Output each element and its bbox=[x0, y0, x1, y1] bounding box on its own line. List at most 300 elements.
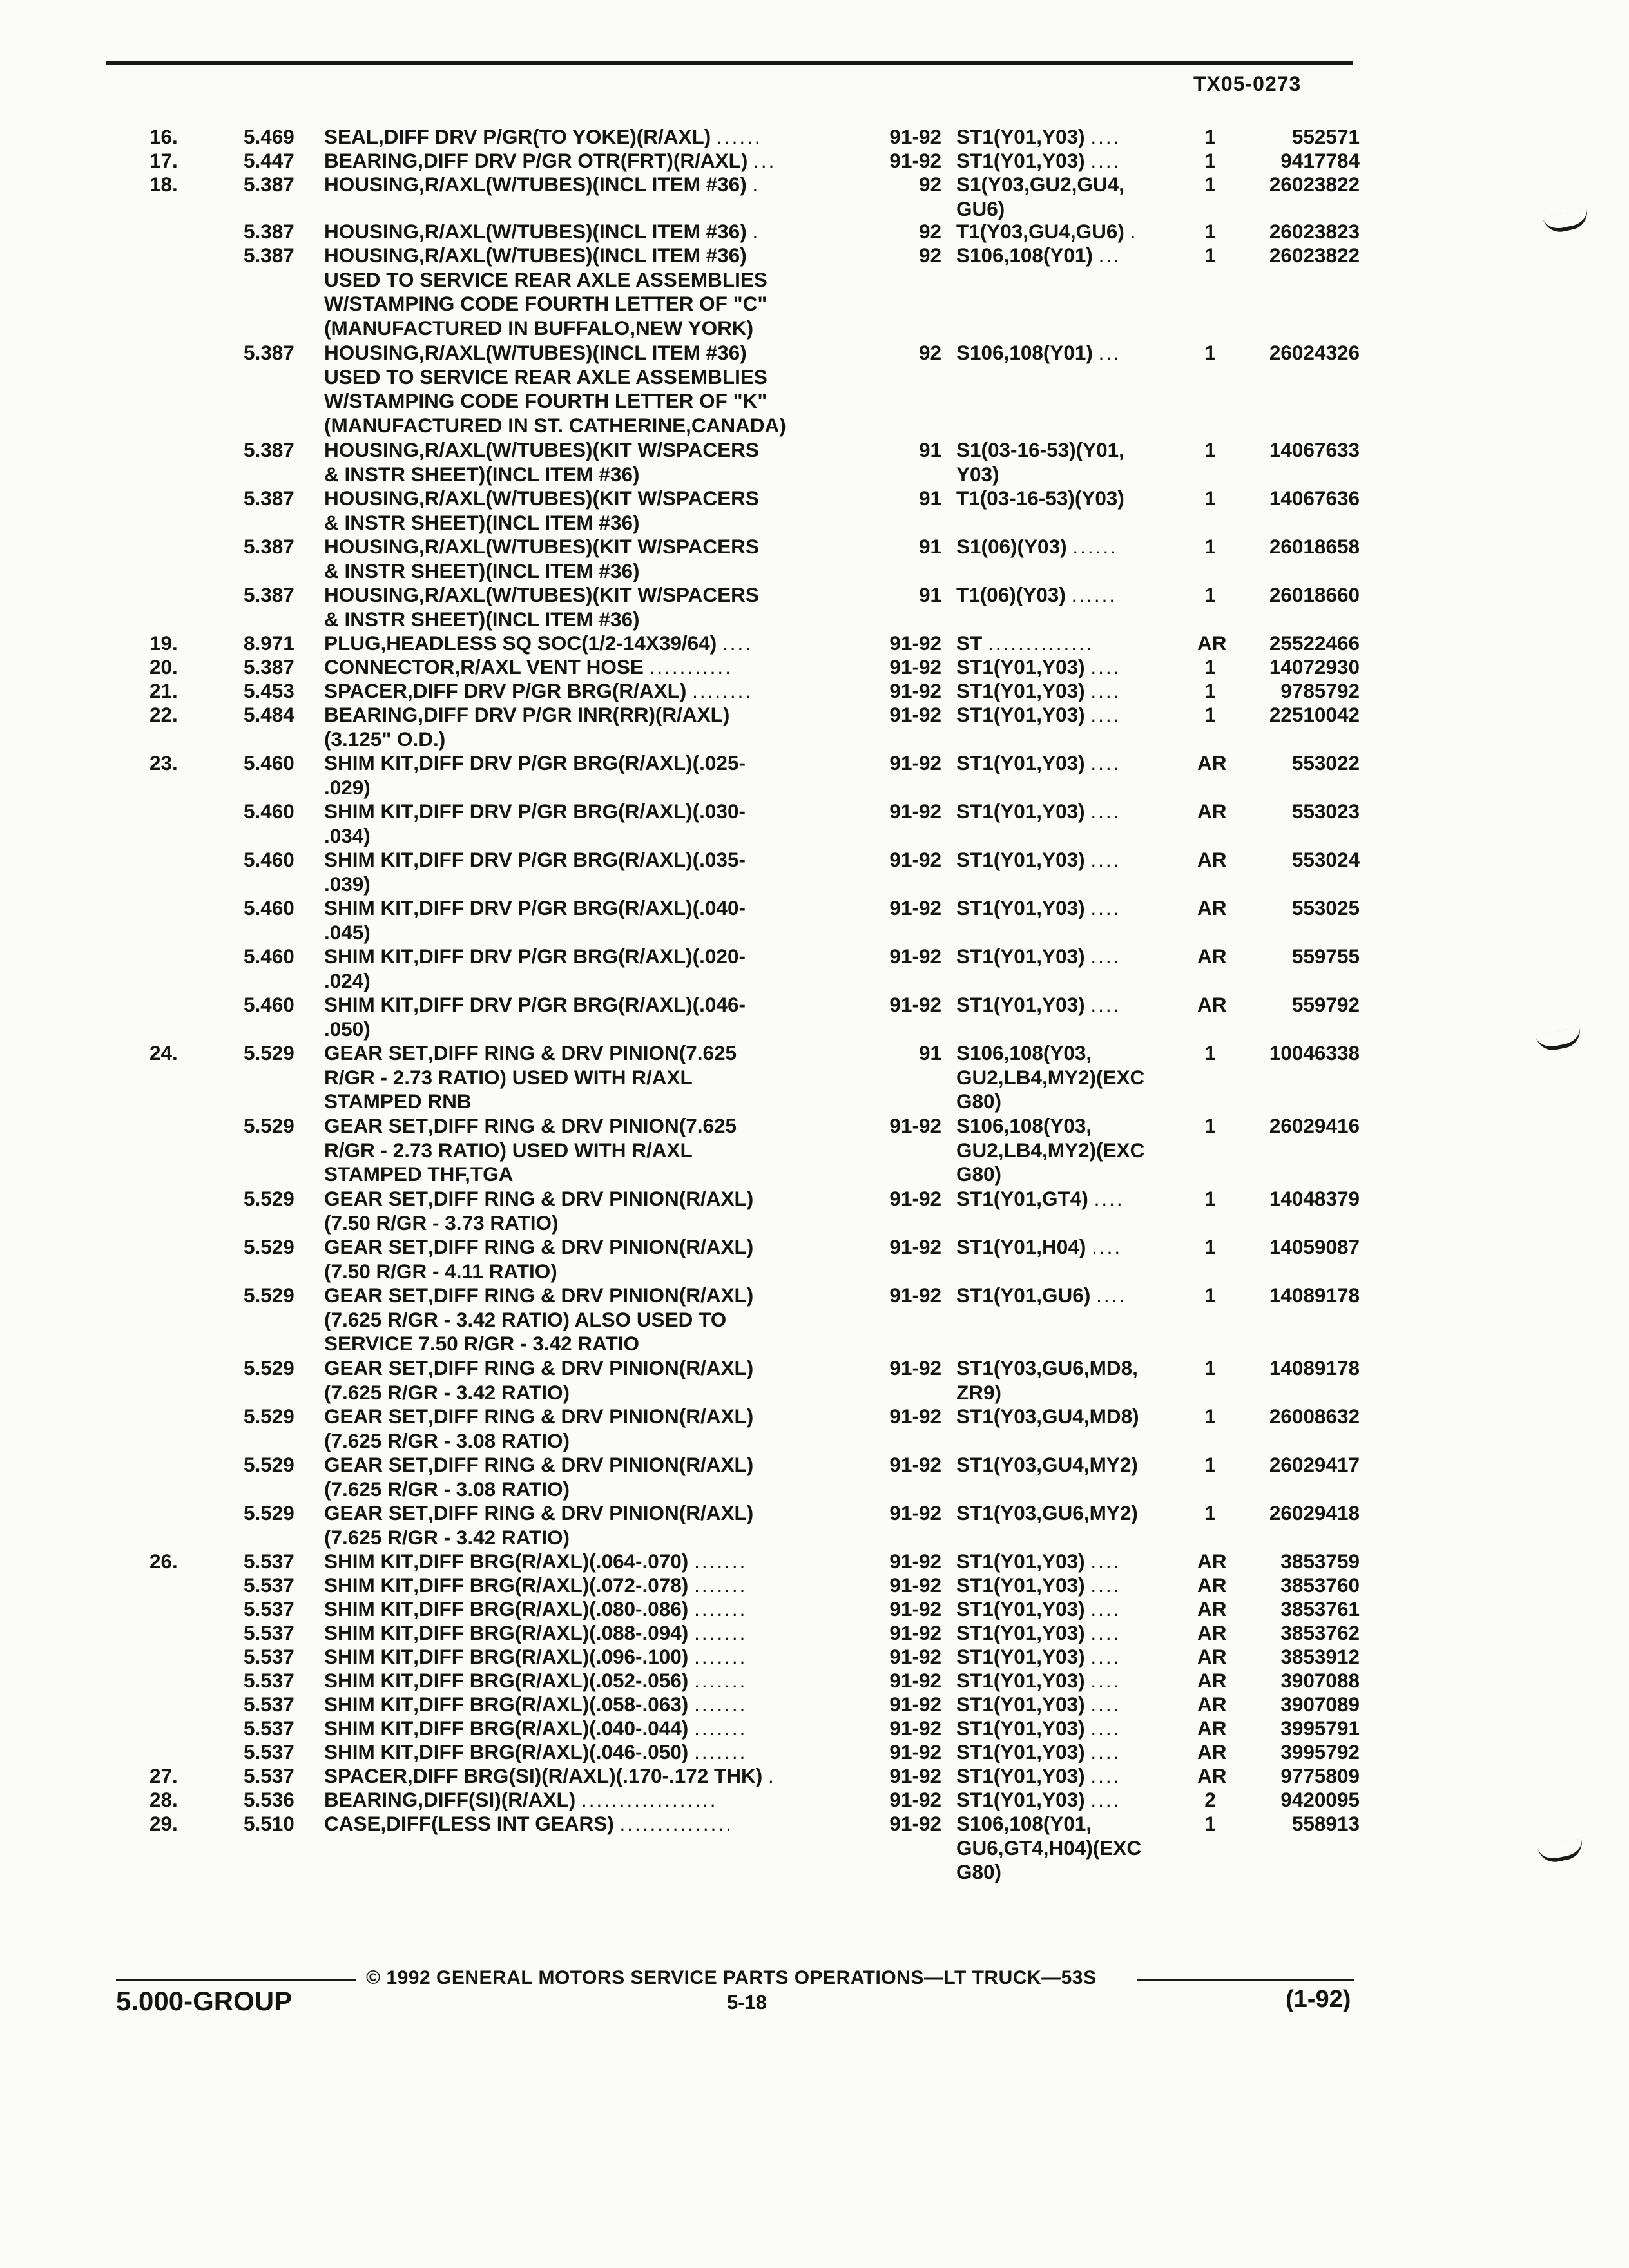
description-line bbox=[324, 631, 753, 656]
application-text: ZR9) bbox=[956, 1380, 1001, 1404]
quantity: 1 bbox=[1204, 1187, 1216, 1210]
application-text: G80) bbox=[956, 1090, 1002, 1113]
application-text: ST bbox=[956, 631, 983, 655]
part-name: HOUSING bbox=[324, 220, 419, 243]
part-number: 9775809 bbox=[1280, 1764, 1360, 1787]
model-years: 92 bbox=[918, 341, 941, 364]
description-line: .039) bbox=[324, 872, 371, 896]
dot-leader: ....... bbox=[694, 1573, 747, 1597]
application-line bbox=[956, 535, 1118, 559]
description-line: W/STAMPING CODE FOURTH LETTER OF "K" bbox=[324, 389, 767, 412]
part-qualifier: ,DIFF RING & DRV PINION(R/AXL) bbox=[428, 1235, 754, 1258]
application-line bbox=[956, 751, 1121, 776]
group-number: 5.387 bbox=[244, 486, 294, 510]
application-line bbox=[956, 463, 1124, 487]
application-text: S1(Y03,GU2,GU4, bbox=[956, 173, 1124, 196]
quantity: AR bbox=[1197, 631, 1227, 655]
part-qualifier: ,DIFF DRV P/GR(TO YOKE)(R/AXL) bbox=[378, 125, 711, 148]
model-years: 91-92 bbox=[889, 1764, 941, 1787]
description-line bbox=[324, 1356, 753, 1381]
description-line bbox=[324, 1669, 747, 1693]
group-number: 5.529 bbox=[244, 1114, 294, 1137]
application-text: ST1(Y01,Y03) bbox=[956, 896, 1085, 919]
part-qualifier: ,DIFF BRG(R/AXL)(.046-.050) bbox=[413, 1740, 689, 1763]
part-qualifier: ,DIFF RING & DRV PINION(R/AXL) bbox=[428, 1405, 754, 1428]
description-line: (MANUFACTURED IN ST. CATHERINE,CANADA) bbox=[324, 413, 786, 437]
dot-leader: . bbox=[1130, 220, 1138, 243]
model-years: 91-92 bbox=[889, 1597, 941, 1620]
dot-leader: .... bbox=[1090, 1716, 1121, 1740]
application-text: ST1(Y01,Y03) bbox=[956, 800, 1085, 823]
description-line: .034) bbox=[324, 823, 371, 847]
application-text: ST1(Y03,GU4,MY2) bbox=[956, 1453, 1138, 1476]
dot-leader: ...... bbox=[1071, 583, 1117, 606]
part-name: GEAR SET bbox=[324, 1041, 429, 1064]
quantity: AR bbox=[1197, 1621, 1227, 1644]
part-description bbox=[324, 945, 746, 993]
description-line bbox=[324, 1716, 747, 1741]
dot-leader: .................. bbox=[581, 1788, 718, 1811]
quantity: 1 bbox=[1204, 703, 1216, 726]
application-line bbox=[956, 438, 1124, 463]
model-years: 91-92 bbox=[889, 631, 941, 655]
dot-leader: .............. bbox=[988, 631, 1094, 655]
application-codes bbox=[956, 1812, 1141, 1885]
dot-leader: .... bbox=[1092, 1235, 1123, 1258]
part-name: GEAR SET bbox=[324, 1453, 429, 1476]
model-years: 91 bbox=[918, 1041, 941, 1064]
application-text: ST1(Y01,Y03) bbox=[956, 1645, 1085, 1668]
model-years: 91-92 bbox=[889, 149, 941, 172]
part-qualifier: ,DIFF DRV P/GR BRG(R/AXL)(.030- bbox=[413, 800, 746, 823]
group-number: 5.537 bbox=[244, 1621, 294, 1644]
application-codes bbox=[956, 1041, 1144, 1114]
part-qualifier: ,DIFF RING & DRV PINION(R/AXL) bbox=[428, 1356, 754, 1379]
group-label: 5.000-GROUP bbox=[116, 1986, 293, 2016]
quantity: 2 bbox=[1204, 1788, 1216, 1811]
application-text: ST1(Y01,Y03) bbox=[956, 679, 1085, 702]
group-number: 5.537 bbox=[244, 1597, 294, 1620]
application-codes bbox=[956, 1573, 1121, 1598]
description-line: R/GR - 2.73 RATIO) USED WITH R/AXL bbox=[324, 1138, 693, 1162]
description-line: USED TO SERVICE REAR AXLE ASSEMBLIES bbox=[324, 267, 767, 291]
part-number: 26023822 bbox=[1269, 244, 1360, 267]
part-qualifier: ,DIFF BRG(R/AXL)(.072-.078) bbox=[413, 1573, 689, 1597]
part-qualifier: ,DIFF DRV P/GR BRG(R/AXL)(.040- bbox=[413, 896, 746, 919]
application-text: ST1(Y01,GU6) bbox=[956, 1283, 1091, 1307]
application-codes bbox=[956, 1501, 1138, 1526]
description-line: SERVICE 7.50 R/GR - 3.42 RATIO bbox=[324, 1332, 639, 1355]
part-number: 3907088 bbox=[1280, 1669, 1360, 1692]
part-description bbox=[324, 679, 753, 704]
group-number: 5.529 bbox=[244, 1235, 294, 1258]
application-text: GU2,LB4,MY2)(EXC bbox=[956, 1138, 1145, 1162]
description-line: (7.625 R/GR - 3.42 RATIO) ALSO USED TO bbox=[324, 1307, 727, 1331]
application-line bbox=[956, 1453, 1138, 1477]
item-number: 22. bbox=[149, 703, 178, 726]
part-description bbox=[324, 1501, 753, 1550]
part-number: 3853912 bbox=[1280, 1645, 1360, 1668]
model-years: 91-92 bbox=[889, 993, 941, 1016]
application-line bbox=[956, 703, 1121, 727]
description-line: & INSTR SHEET)(INCL ITEM #36) bbox=[324, 462, 640, 486]
part-number: 3853762 bbox=[1280, 1621, 1360, 1644]
quantity: AR bbox=[1197, 993, 1227, 1016]
application-text: S106,108(Y01, bbox=[956, 1812, 1092, 1835]
group-number: 5.529 bbox=[244, 1356, 294, 1379]
description-line: W/STAMPING CODE FOURTH LETTER OF "C" bbox=[324, 292, 767, 315]
part-qualifier: ,DIFF RING & DRV PINION(R/AXL) bbox=[428, 1283, 754, 1307]
application-line bbox=[956, 1788, 1121, 1812]
model-years: 91-92 bbox=[889, 1283, 941, 1307]
part-qualifier: ,DIFF DRV P/GR INR(RR)(R/AXL) bbox=[418, 703, 730, 726]
application-codes bbox=[956, 125, 1121, 149]
part-description bbox=[324, 125, 762, 149]
group-number: 5.387 bbox=[244, 173, 294, 196]
model-years: 91-92 bbox=[889, 751, 941, 774]
part-name: SPACER bbox=[324, 1764, 407, 1787]
quantity: 1 bbox=[1204, 149, 1216, 172]
group-number: 5.529 bbox=[244, 1187, 294, 1210]
model-years: 92 bbox=[918, 173, 941, 196]
part-number: 553025 bbox=[1291, 896, 1360, 919]
model-years: 91-92 bbox=[889, 655, 941, 678]
description-line bbox=[324, 896, 746, 921]
part-qualifier: ,DIFF DRV P/GR BRG(R/AXL)(.035- bbox=[413, 848, 746, 871]
application-text: S106,108(Y01) bbox=[956, 341, 1093, 364]
application-text: Y03) bbox=[956, 462, 999, 486]
application-line bbox=[956, 945, 1121, 969]
copyright-notice: © 1992 GENERAL MOTORS SERVICE PARTS OPERATIONS—LT TRUCK—53S bbox=[366, 1967, 1097, 1988]
application-line bbox=[956, 1621, 1121, 1646]
part-number: 558913 bbox=[1291, 1812, 1360, 1835]
part-qualifier: ,DIFF BRG(R/AXL)(.058-.063) bbox=[413, 1693, 689, 1716]
item-number: 20. bbox=[149, 655, 178, 678]
group-number: 5.537 bbox=[244, 1764, 294, 1787]
part-name: PLUG bbox=[324, 631, 381, 655]
part-qualifier: ,DIFF RING & DRV PINION(R/AXL) bbox=[428, 1187, 754, 1210]
item-number: 17. bbox=[149, 149, 178, 172]
part-qualifier: ,R/AXL(W/TUBES)(KIT W/SPACERS bbox=[419, 438, 759, 461]
application-text: ST1(Y01,Y03) bbox=[956, 1573, 1085, 1597]
application-line bbox=[956, 1066, 1144, 1090]
application-text: S106,108(Y03, bbox=[956, 1114, 1092, 1137]
quantity: 1 bbox=[1204, 125, 1216, 148]
part-qualifier: ,R/AXL VENT HOSE bbox=[454, 655, 644, 678]
application-codes bbox=[956, 751, 1121, 776]
group-number: 5.453 bbox=[244, 679, 294, 702]
application-text: GU2,LB4,MY2)(EXC bbox=[956, 1065, 1145, 1089]
description-line bbox=[324, 703, 729, 727]
application-line bbox=[956, 1405, 1139, 1429]
part-description bbox=[324, 1788, 718, 1812]
dot-leader: ....... bbox=[694, 1621, 747, 1644]
description-line: (7.50 R/GR - 3.73 RATIO) bbox=[324, 1211, 559, 1235]
part-name: SHIM KIT bbox=[324, 1693, 414, 1716]
application-text: S106,108(Y01) bbox=[956, 244, 1093, 267]
part-qualifier: ,DIFF(LESS INT GEARS) bbox=[380, 1812, 614, 1835]
part-number: 26023823 bbox=[1269, 220, 1360, 243]
application-codes bbox=[956, 655, 1121, 680]
model-years: 91-92 bbox=[889, 1621, 941, 1644]
model-years: 91-92 bbox=[889, 703, 941, 726]
group-number: 5.529 bbox=[244, 1453, 294, 1476]
application-line bbox=[956, 125, 1121, 149]
part-description bbox=[324, 1597, 747, 1622]
dot-leader: ...... bbox=[717, 125, 762, 148]
item-number: 16. bbox=[149, 125, 178, 148]
application-line bbox=[956, 1162, 1144, 1187]
item-number: 28. bbox=[149, 1788, 178, 1811]
part-number: 3995791 bbox=[1280, 1716, 1360, 1740]
quantity: 1 bbox=[1204, 1041, 1216, 1064]
part-description bbox=[324, 1716, 747, 1741]
description-line: USED TO SERVICE REAR AXLE ASSEMBLIES bbox=[324, 365, 767, 389]
part-description bbox=[324, 993, 746, 1041]
group-number: 5.537 bbox=[244, 1693, 294, 1716]
item-number: 29. bbox=[149, 1812, 178, 1835]
part-name: SHIM KIT bbox=[324, 1573, 414, 1597]
part-number: 14089178 bbox=[1269, 1356, 1360, 1379]
application-text: ST1(Y01,Y03) bbox=[956, 1597, 1085, 1620]
model-years: 91-92 bbox=[889, 1453, 941, 1476]
dot-leader: .... bbox=[1090, 1788, 1121, 1811]
dot-leader: ........ bbox=[692, 679, 753, 702]
dot-leader: .... bbox=[1090, 1693, 1121, 1716]
application-codes bbox=[956, 1283, 1126, 1308]
description-line bbox=[324, 848, 746, 872]
quantity: AR bbox=[1197, 1669, 1227, 1692]
quantity: AR bbox=[1197, 800, 1227, 823]
group-number: 5.387 bbox=[244, 244, 294, 267]
part-description bbox=[324, 583, 759, 631]
group-number: 5.537 bbox=[244, 1669, 294, 1692]
item-number: 19. bbox=[149, 631, 178, 655]
part-name: SPACER bbox=[324, 679, 407, 702]
dot-leader: . bbox=[752, 173, 760, 196]
application-codes bbox=[956, 1621, 1121, 1646]
application-line bbox=[956, 1381, 1138, 1405]
item-number: 23. bbox=[149, 751, 178, 774]
part-description bbox=[324, 1235, 753, 1283]
description-line bbox=[324, 486, 759, 511]
part-qualifier: ,DIFF RING & DRV PINION(7.625 bbox=[428, 1114, 737, 1137]
part-name: SHIM KIT bbox=[324, 1621, 414, 1644]
quantity: AR bbox=[1197, 1573, 1227, 1597]
group-number: 5.469 bbox=[244, 125, 294, 148]
group-number: 5.537 bbox=[244, 1740, 294, 1763]
dot-leader: .... bbox=[1090, 1669, 1121, 1692]
model-years: 92 bbox=[918, 220, 941, 243]
part-qualifier: ,DIFF BRG(R/AXL)(.052-.056) bbox=[413, 1669, 689, 1692]
application-line bbox=[956, 800, 1121, 824]
description-line: (7.625 R/GR - 3.08 RATIO) bbox=[324, 1428, 570, 1452]
application-codes bbox=[956, 220, 1137, 244]
dot-leader: . bbox=[768, 1764, 776, 1787]
application-line bbox=[956, 993, 1121, 1017]
model-years: 91-92 bbox=[889, 1645, 941, 1668]
model-years: 91-92 bbox=[889, 945, 941, 968]
application-line bbox=[956, 1139, 1144, 1163]
model-years: 91-92 bbox=[889, 1573, 941, 1597]
part-number: 14067636 bbox=[1269, 486, 1360, 510]
model-years: 91-92 bbox=[889, 1669, 941, 1692]
dot-leader: .... bbox=[1090, 800, 1121, 823]
part-name: HOUSING bbox=[324, 341, 419, 364]
part-qualifier: ,DIFF RING & DRV PINION(R/AXL) bbox=[428, 1453, 754, 1476]
description-line bbox=[324, 1405, 753, 1429]
part-name: HOUSING bbox=[324, 486, 419, 510]
part-description bbox=[324, 655, 733, 680]
dot-leader: ....... bbox=[694, 1693, 747, 1716]
application-codes bbox=[956, 993, 1121, 1017]
dot-leader: .... bbox=[1090, 679, 1121, 702]
group-number: 5.460 bbox=[244, 751, 294, 774]
application-codes bbox=[956, 1597, 1121, 1622]
part-name: GEAR SET bbox=[324, 1235, 429, 1258]
part-description bbox=[324, 1041, 737, 1114]
dot-leader: .... bbox=[1090, 1573, 1121, 1597]
group-number: 5.537 bbox=[244, 1716, 294, 1740]
description-line bbox=[324, 1550, 747, 1574]
dot-leader: .... bbox=[1090, 1764, 1121, 1787]
dot-leader: ....... bbox=[694, 1645, 747, 1668]
part-description bbox=[324, 800, 746, 848]
dot-leader: ... bbox=[1098, 341, 1121, 364]
application-codes bbox=[956, 848, 1121, 872]
description-line bbox=[324, 1283, 753, 1308]
description-line: R/GR - 2.73 RATIO) USED WITH R/AXL bbox=[324, 1065, 693, 1089]
part-name: SHIM KIT bbox=[324, 945, 414, 968]
model-years: 91-92 bbox=[889, 1114, 941, 1137]
application-codes bbox=[956, 800, 1121, 824]
part-number: 26023822 bbox=[1269, 173, 1360, 196]
dot-leader: ............... bbox=[619, 1812, 733, 1835]
description-line: (7.625 R/GR - 3.08 RATIO) bbox=[324, 1477, 570, 1501]
dot-leader: . bbox=[752, 220, 760, 243]
group-number: 5.387 bbox=[244, 341, 294, 364]
part-qualifier: ,HEADLESS SQ SOC(1/2-14X39/64) bbox=[380, 631, 717, 655]
application-text: ST1(Y01,Y03) bbox=[956, 848, 1085, 871]
application-text: ST1(Y01,GT4) bbox=[956, 1187, 1088, 1210]
part-description bbox=[324, 631, 753, 656]
quantity: AR bbox=[1197, 1716, 1227, 1740]
application-text: T1(03-16-53)(Y03) bbox=[956, 486, 1124, 510]
dot-leader: ...... bbox=[1072, 535, 1118, 558]
dot-leader: .... bbox=[1090, 1740, 1121, 1763]
application-text: ST1(Y01,Y03) bbox=[956, 1740, 1085, 1763]
quantity: 1 bbox=[1204, 1235, 1216, 1258]
part-description bbox=[324, 1573, 747, 1598]
application-codes bbox=[956, 1716, 1121, 1741]
quantity: 1 bbox=[1204, 583, 1216, 606]
part-description bbox=[324, 1669, 747, 1693]
application-line bbox=[956, 583, 1117, 608]
group-number: 5.387 bbox=[244, 220, 294, 243]
description-line bbox=[324, 173, 760, 197]
quantity: 1 bbox=[1204, 1405, 1216, 1428]
group-number: 5.460 bbox=[244, 945, 294, 968]
application-codes bbox=[956, 341, 1121, 365]
quantity: AR bbox=[1197, 1764, 1227, 1787]
description-line: (MANUFACTURED IN BUFFALO,NEW YORK) bbox=[324, 316, 754, 340]
part-name: SHIM KIT bbox=[324, 1716, 414, 1740]
application-line bbox=[956, 1041, 1144, 1066]
part-qualifier: ,DIFF BRG(SI)(R/AXL)(.170-.172 THK) bbox=[407, 1764, 763, 1787]
dot-leader: ....... bbox=[694, 1597, 747, 1620]
description-line bbox=[324, 125, 762, 149]
application-text: ST1(Y01,Y03) bbox=[956, 1550, 1085, 1573]
application-text: T1(Y03,GU4,GU6) bbox=[956, 220, 1124, 243]
application-codes bbox=[956, 149, 1121, 173]
application-text: ST1(Y01,Y03) bbox=[956, 1788, 1085, 1811]
application-line bbox=[956, 1693, 1121, 1717]
description-line: .024) bbox=[324, 968, 371, 992]
part-description bbox=[324, 244, 767, 340]
quantity: AR bbox=[1197, 1740, 1227, 1763]
application-codes bbox=[956, 1235, 1122, 1260]
part-description bbox=[324, 173, 760, 197]
part-description bbox=[324, 1550, 747, 1574]
part-description bbox=[324, 1114, 737, 1187]
part-name: SHIM KIT bbox=[324, 896, 414, 919]
dot-leader: .... bbox=[1090, 703, 1121, 726]
dot-leader: .... bbox=[1090, 1550, 1121, 1573]
group-number: 5.460 bbox=[244, 993, 294, 1016]
application-line bbox=[956, 149, 1121, 173]
part-description bbox=[324, 1405, 753, 1453]
model-years: 91-92 bbox=[889, 1501, 941, 1524]
description-line bbox=[324, 1453, 753, 1477]
description-line bbox=[324, 1788, 718, 1812]
part-name: HOUSING bbox=[324, 438, 419, 461]
quantity: AR bbox=[1197, 896, 1227, 919]
part-name: HOUSING bbox=[324, 173, 419, 196]
part-name: SHIM KIT bbox=[324, 1550, 414, 1573]
part-description bbox=[324, 896, 746, 945]
description-line bbox=[324, 341, 786, 365]
part-name: SHIM KIT bbox=[324, 848, 414, 871]
model-years: 91 bbox=[918, 486, 941, 510]
description-line bbox=[324, 1764, 776, 1789]
dot-leader: ........... bbox=[649, 655, 733, 678]
part-number: 553023 bbox=[1291, 800, 1360, 823]
application-line bbox=[956, 655, 1121, 680]
part-name: HOUSING bbox=[324, 583, 419, 606]
part-name: GEAR SET bbox=[324, 1356, 429, 1379]
application-line bbox=[956, 244, 1121, 268]
part-qualifier: ,R/AXL(W/TUBES)(INCL ITEM #36) bbox=[419, 220, 747, 243]
model-years: 91-92 bbox=[889, 1550, 941, 1573]
part-number: 3995792 bbox=[1280, 1740, 1360, 1763]
part-number: 9420095 bbox=[1280, 1788, 1360, 1811]
application-codes bbox=[956, 173, 1124, 221]
model-years: 91-92 bbox=[889, 1788, 941, 1811]
part-number: 26018658 bbox=[1269, 535, 1360, 558]
part-description bbox=[324, 149, 776, 173]
application-line bbox=[956, 1114, 1144, 1139]
quantity: AR bbox=[1197, 1645, 1227, 1668]
application-codes bbox=[956, 583, 1117, 608]
application-line bbox=[956, 1283, 1126, 1308]
application-codes bbox=[956, 1693, 1121, 1717]
description-line bbox=[324, 1041, 737, 1066]
application-codes bbox=[956, 631, 1094, 656]
application-text: GU6,GT4,H04)(EXC bbox=[956, 1836, 1142, 1860]
application-text: ST1(Y01,Y03) bbox=[956, 1716, 1085, 1740]
model-years: 91-92 bbox=[889, 1740, 941, 1763]
item-number: 24. bbox=[149, 1041, 178, 1064]
